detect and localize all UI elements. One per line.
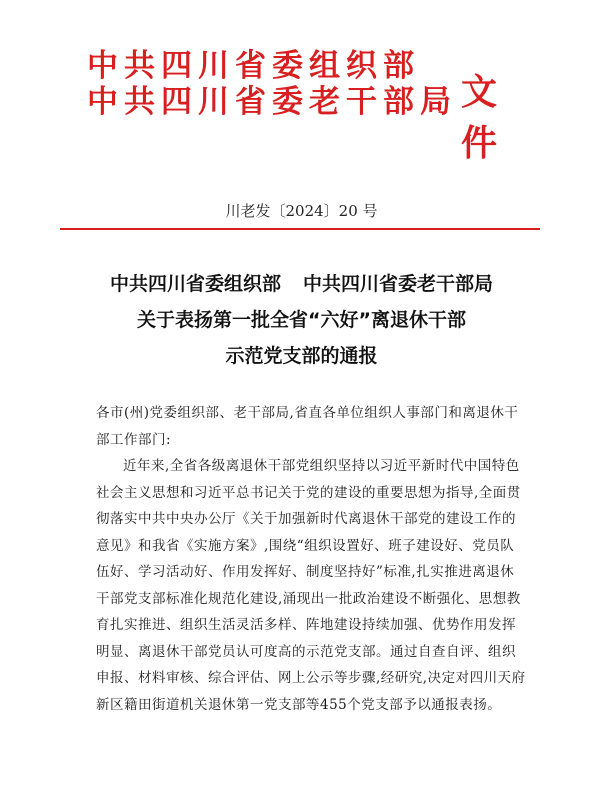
title-issuer-b: 中共四川省委老干部局 <box>303 273 494 295</box>
title-issuer-a: 中共四川省委组织部 <box>109 273 281 295</box>
issuer-line-1: 中共四川省委组织部 <box>87 48 420 84</box>
red-divider <box>60 228 540 230</box>
document-number: 川老发〔2024〕20 号 <box>225 202 378 220</box>
title-line-2: 关于表扬第一批全省“六好”离退休干部 <box>137 309 466 331</box>
body-paragraph: 近年来,全省各级离退休干部党组织坚持以习近平新时代中国特色社会主义思想和习近平总书记关于党的建设的重要思想为指导,全面贯彻落实中共中央办公厅《关于加强新时代离退休干部党的建设工作的意见》和我省《实施方案》,围绕“组织设置好、班子建设好、党员队伍好、学习活动好、作用发挥好、制度坚持好”标准,扎实推进离退休干部党支部标准化规范化建设,涌现出一批政治建设不断强化、思想教育扎实推进、组织生活灵活多样、阵地建设持续加强、优势作用发挥明显、离退休干部党员认可度高的示范党支部。通过自查自评、组织申报、材料审核、综合评估、网上公示等步骤,经研究,决定对四川天府新区籍田街道机关退休第一党支部等455个党支部予以通报表扬。 <box>96 458 526 713</box>
document-body <box>96 400 526 718</box>
issuer-header <box>87 48 500 164</box>
salutation: 各市(州)党委组织部、老干部局,省直各单位组织人事部门和离退休干部工作部门: <box>96 405 519 448</box>
document-title <box>0 266 603 374</box>
title-line-3: 示范党支部的通报 <box>225 345 378 367</box>
document-suffix: 文件 <box>461 72 500 164</box>
issuer-line-2: 中共四川省委老干部局 <box>87 84 457 120</box>
title-line-1 <box>0 266 603 302</box>
